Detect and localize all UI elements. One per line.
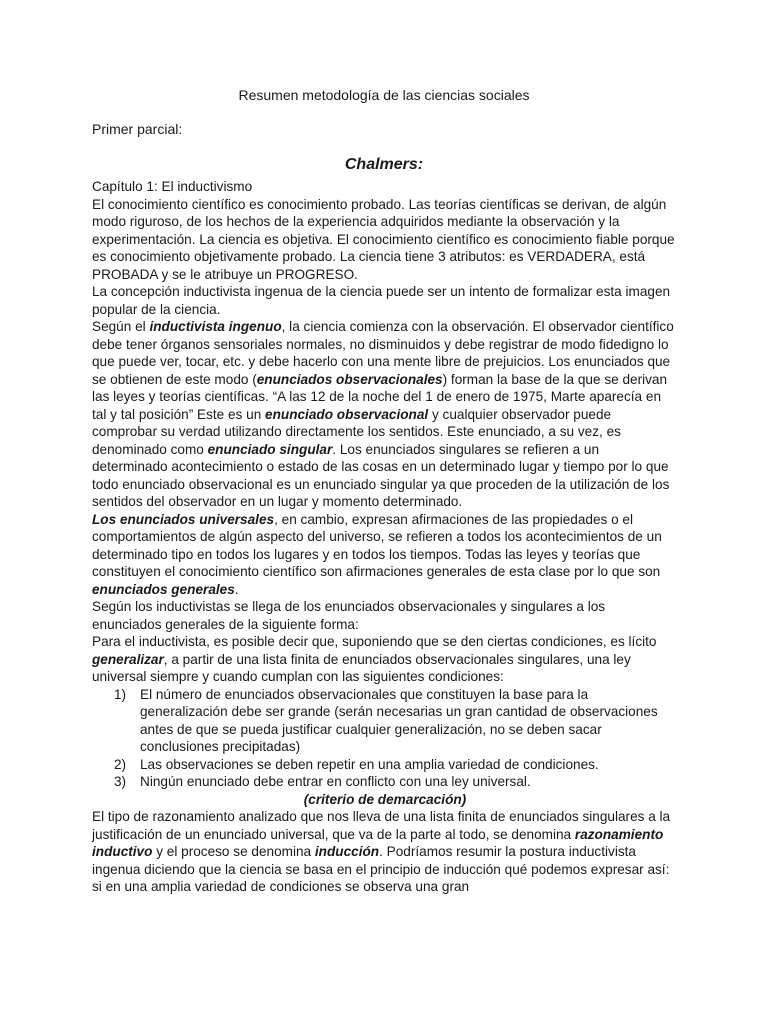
list-item [114, 686, 678, 756]
list-item [114, 756, 678, 774]
emphasis: enunciado observacional [265, 406, 429, 422]
emphasis: enunciados observacionales [256, 371, 443, 387]
document-title: Resumen metodología de las ciencias sociales [238, 87, 530, 103]
paragraph-3 [92, 318, 678, 511]
text: , a partir de una lista finita de enunciados observacionales singulares, una ley universal siempre y cuando cumplan con las siguientes condiciones: [92, 651, 631, 684]
document-subtitle: Primer parcial: [92, 121, 183, 137]
text: y el proceso se denomina [152, 844, 315, 859]
text: Según el [92, 319, 150, 334]
list-item-text: El número de enunciados observacionales que constituyen la base para la generalización debe ser grande (serán necesarias un gran cantidad de observaciones antes de que se pueda justificar cualquier generalización, no se deben sacar conclusiones precipitadas) [140, 686, 658, 754]
emphasis: inductivista ingenuo [149, 319, 282, 334]
paragraph-4 [92, 511, 678, 599]
paragraph-2: La concepción inductivista ingenua de la ciencia puede ser un intento de formalizar esta imagen popular de la ciencia. [92, 284, 671, 317]
text: . Los enunciados singulares se refieren a un determinado acontecimiento o estado de las cosas en un determinado lugar y tiempo por lo que todo enunciado observacional es un enunciado singular ya que proceden de la utilización de los sentidos del observador en un lugar y momento determinado. [92, 441, 670, 509]
document-body [92, 178, 678, 896]
emphasis: Los enunciados universales [92, 511, 275, 527]
list-number: 3) [114, 774, 127, 789]
conditions-list [92, 686, 678, 791]
list-number: 1) [114, 686, 127, 702]
emphasis: razonamiento inductivo [92, 826, 664, 859]
list-item-text: Ningún enunciado debe entrar en conflicto con una ley universal. [140, 774, 531, 789]
emphasis: generalizar [92, 651, 164, 667]
emphasis: enunciado singular [207, 441, 333, 457]
paragraph-1: El conocimiento científico es conocimiento probado. Las teorías científicas se derivan, de algún modo riguroso, de los hechos de la experiencia adquiridos mediante la observación y la experimentación. La ciencia es objetiva. El conocimiento científico es conocimiento fiable porque es conocimiento objetivamente probado. La ciencia tiene 3 atributos: es VERDADERA, está PROBADA y se le atribuye un PROGRESO. [92, 196, 675, 282]
text: . Podríamos resumir la postura inductivista ingenua diciendo que la ciencia se basa en el principio de inducción qué podemos expresar así: si en una amplia variedad de condiciones se observa una gran [92, 844, 670, 894]
paragraph-5: Según los inductivistas se llega de los enunciados observacionales y singulares a los enunciados generales de la siguiente forma: [92, 599, 606, 632]
text: , la ciencia comienza con la observación. El observador científico debe tener órganos sensoriales normales, no disminuidos y debe registrar de modo fidedigno lo que puede ver, tocar, etc. y debe hacerlo con una mente libre de prejuicios. Los enunciados que se obtienen de este modo ( [92, 319, 674, 387]
paragraph-7 [92, 808, 678, 896]
list-item-text: Las observaciones se deben repetir en una amplia variedad de condiciones. [140, 756, 599, 772]
paragraph-6 [92, 633, 678, 686]
list-item [114, 773, 678, 791]
emphasis: enunciados generales [92, 581, 235, 597]
text: Para el inductivista, es posible decir que, suponiendo que se den ciertas condiciones, es lícito [92, 634, 657, 649]
emphasis: inducción [314, 844, 380, 859]
demarcation-criterion: (criterio de demarcación) [303, 791, 467, 807]
text: ) forman la base de la que se derivan las leyes y teorías científicas. “A las 12 de la noche del 1 de enero de 1975, Marte aparecía en tal y tal posición” Este es un [92, 371, 668, 422]
text: El tipo de razonamiento analizado que nos lleva de una lista finita de enunciados singulares a la justificación de un enunciado universal, que va de la parte al todo, se denomina [92, 809, 671, 842]
text: . [234, 581, 239, 597]
list-number: 2) [114, 756, 127, 772]
chapter-title: Capítulo 1: El inductivismo [92, 179, 253, 194]
text: y cualquier observador puede comprobar su verdad utilizando directamente los sentidos. Este enunciado, a su vez, es denominado como [92, 406, 621, 457]
section-heading: Chalmers: [344, 156, 424, 173]
text: , en cambio, expresan afirmaciones de las propiedades o el comportamientos de algún aspecto del universo, se refieren a todos los acontecimientos de un determinado tipo en todos los lugares y en todos los tiempos. Todas las leyes y teorías que constituyen el conocimiento científico son afirmaciones generales de esta clase por lo que son [92, 511, 662, 579]
